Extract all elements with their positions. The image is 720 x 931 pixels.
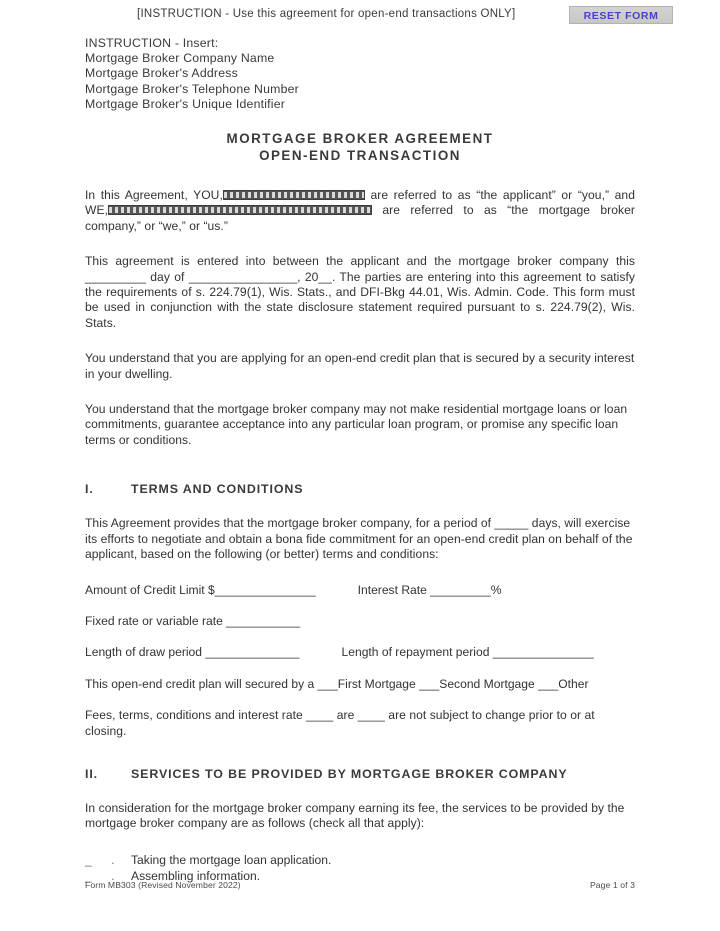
service-item-label: Assembling information.	[131, 869, 261, 884]
intro-paragraph	[85, 188, 635, 234]
instruction-line-5: Mortgage Broker's Unique Identifier	[85, 96, 286, 111]
instruction-line-1: INSTRUCTION - Insert:	[85, 36, 219, 50]
intro-segment-3: are referred to as “the mortgage broker company,” or “we,” or “us.”	[85, 203, 635, 233]
intro-segment-2: are referred to as “the applicant” or “you,” and WE,	[85, 188, 635, 218]
periods-row	[85, 645, 635, 660]
section-1-number: I.	[85, 482, 94, 497]
section-1-body: This Agreement provides that the mortgage broker company, for a period of _____ days, will exercise its efforts to negotiate and obtain a bona fide commitment for an open-end credit plan on behalf of the applicant, based on the following (or better) terms and conditions:	[85, 516, 633, 562]
interest-rate-field-label[interactable]: Interest Rate _________%	[357, 582, 502, 597]
broker-company-name-field[interactable]	[108, 205, 372, 215]
section-1-title: TERMS AND CONDITIONS	[131, 482, 304, 497]
document-title	[85, 130, 635, 164]
repayment-period-field-label[interactable]: Length of repayment period _______________	[341, 645, 594, 660]
section-2-body: In consideration for the mortgage broker company earning its fee, the services to be provided by the mortgage broker company are as follows (check all that apply):	[85, 800, 625, 831]
document-title-line-1: MORTGAGE BROKER AGREEMENT	[226, 131, 494, 147]
open-end-security-paragraph: You understand that you are applying for an open-end credit plan that is secured by a security interest in your dwelling.	[85, 351, 635, 381]
document-title-line-2: OPEN-END TRANSACTION	[259, 148, 461, 164]
section-2-number: II.	[85, 766, 99, 781]
service-list-item[interactable]	[85, 852, 635, 868]
page-header	[85, 6, 673, 28]
page-footer	[85, 880, 635, 894]
no-guarantee-paragraph: You understand that the mortgage broker company may not make residential mortgage loans or loan commitments, guarantee acceptance into any particular loan program, or promise any specific loan terms or conditions.	[85, 402, 628, 447]
applicant-name-field[interactable]	[223, 190, 365, 200]
section-1-heading	[85, 482, 635, 496]
credit-limit-row	[85, 583, 635, 598]
fees-terms-row[interactable]: Fees, terms, conditions and interest rate ____ are ____ are not subject to change prior to or at closing.	[85, 708, 595, 738]
instruction-insert-block	[85, 36, 635, 112]
header-instruction-note: [INSTRUCTION - Use this agreement for open-end transactions ONLY]	[137, 8, 516, 20]
service-item-label: Taking the mortgage loan application.	[131, 852, 332, 867]
fixed-or-variable-rate-row[interactable]: Fixed rate or variable rate ___________	[85, 613, 301, 628]
document-body	[85, 36, 635, 885]
instruction-line-4: Mortgage Broker's Telephone Number	[85, 81, 299, 96]
checkbox-placeholder-icon[interactable]: _ .	[85, 852, 123, 867]
agreement-entered-paragraph: This agreement is entered into between the applicant and the mortgage broker company this _________ day of ________________, 20__. The parties are entering into this agreement to satisfy the requirements of s. 224.79(1), Wis. Stats., and DFI-Bkg 44.01, Wis. Admin. Code. This form must be used in conjunction with the state disclosure statement required pursuant to s. 224.79(2), Wis. Stats.	[85, 254, 635, 330]
section-2-title: SERVICES TO BE PROVIDED BY MORTGAGE BROKER COMPANY	[131, 766, 568, 781]
credit-limit-field-label[interactable]: Amount of Credit Limit $_______________	[85, 582, 316, 597]
form-id-label: Form MB303 (Revised November 2022)	[85, 880, 241, 890]
section-2-heading	[85, 767, 635, 781]
reset-form-button[interactable]: RESET FORM	[569, 6, 673, 24]
secured-by-row[interactable]: This open-end credit plan will secured by a ___First Mortgage ___Second Mortgage ___Other	[85, 676, 589, 691]
instruction-line-2: Mortgage Broker Company Name	[85, 51, 275, 66]
draw-period-field-label[interactable]: Length of draw period ______________	[85, 645, 300, 660]
instruction-line-3: Mortgage Broker's Address	[85, 66, 238, 81]
intro-segment-1: In this Agreement, YOU,	[85, 188, 223, 203]
page-number-label: Page 1 of 3	[589, 880, 635, 890]
checkbox-placeholder-icon[interactable]: _ .	[85, 869, 123, 884]
